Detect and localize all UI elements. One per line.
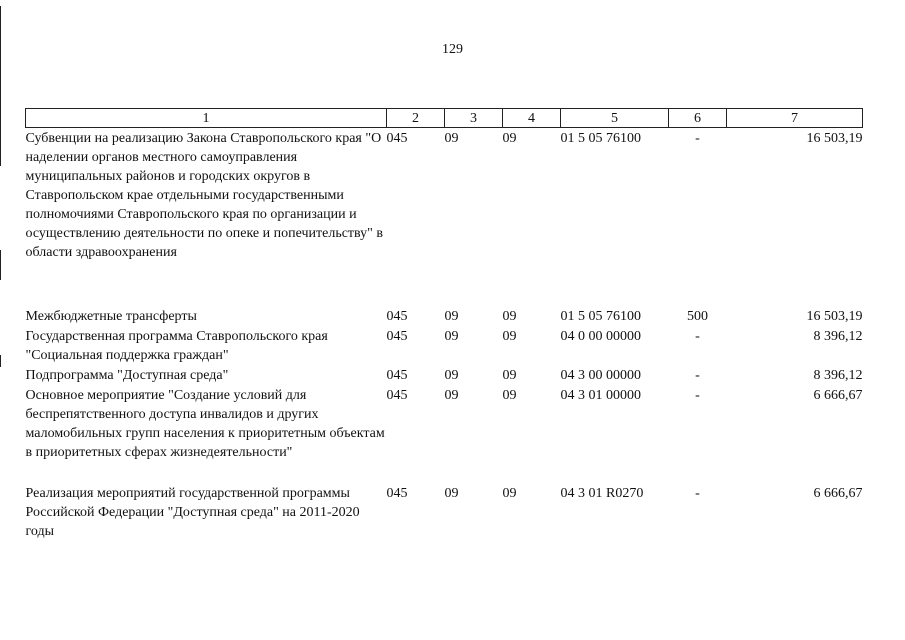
scan-edge-mark bbox=[0, 355, 1, 367]
row-expense-type: - bbox=[695, 131, 700, 146]
row-code-ministry: 045 bbox=[386, 485, 408, 501]
row-name: Основное мероприятие "Создание условий для беспрепятственного доступа инвалидов и других маломобильных групп населения к приоритетным объектам в приоритетных сферах жизнедеятельности" bbox=[25, 387, 385, 460]
row-name: Государственная программа Ставропольского края "Социальная поддержка граждан" bbox=[25, 328, 328, 363]
row-section: 09 bbox=[444, 308, 459, 324]
header-col-3: 3 bbox=[445, 109, 503, 128]
header-col-2: 2 bbox=[387, 109, 445, 128]
row-subsection: 09 bbox=[502, 131, 517, 146]
header-col-1: 1 bbox=[26, 109, 387, 128]
row-name: Подпрограмма "Доступная среда" bbox=[25, 367, 229, 383]
row-amount: 6 666,67 bbox=[813, 485, 863, 501]
row-amount: 16 503,19 bbox=[806, 308, 863, 324]
row-expense-type: - bbox=[695, 328, 700, 344]
row-subsection: 09 bbox=[502, 367, 517, 383]
row-target-article: 01 5 05 76100 bbox=[560, 131, 641, 146]
row-code-ministry: 045 bbox=[386, 131, 408, 146]
budget-table bbox=[25, 108, 863, 541]
row-code-ministry: 045 bbox=[386, 328, 408, 344]
row-section: 09 bbox=[444, 485, 459, 501]
row-section: 09 bbox=[444, 328, 459, 344]
row-name: Субвенции на реализацию Закона Ставропольского края "О наделении органов местного самоуправления муниципальных районов и городских округов в Ставропольском крае отдельными государственными полномочиями Ставропольского края по организации и осуществлению деятельности по опеке и попечительству" в области здравоохранения bbox=[25, 131, 383, 260]
row-amount: 8 396,12 bbox=[813, 367, 863, 383]
row-subsection: 09 bbox=[502, 387, 517, 403]
row-amount: 8 396,12 bbox=[813, 328, 863, 344]
row-expense-type: - bbox=[695, 387, 700, 403]
table-row bbox=[26, 385, 863, 483]
row-target-article: 04 3 01 00000 bbox=[560, 387, 641, 403]
row-code-ministry: 045 bbox=[386, 308, 408, 324]
row-subsection: 09 bbox=[502, 485, 517, 501]
header-col-7: 7 bbox=[727, 109, 863, 128]
row-name: Межбюджетные трансферты bbox=[25, 308, 197, 324]
row-expense-type: 500 bbox=[687, 308, 708, 324]
row-subsection: 09 bbox=[502, 328, 517, 344]
row-section: 09 bbox=[444, 131, 459, 146]
page-number: 129 bbox=[442, 42, 463, 57]
row-amount: 6 666,67 bbox=[813, 387, 863, 403]
scan-edge-mark bbox=[0, 250, 1, 280]
header-col-5: 5 bbox=[561, 109, 669, 128]
row-subsection: 09 bbox=[502, 308, 517, 324]
row-amount: 16 503,19 bbox=[806, 131, 863, 146]
table-row bbox=[26, 326, 863, 365]
header-row bbox=[26, 109, 863, 128]
row-target-article: 04 3 00 00000 bbox=[560, 367, 641, 383]
row-code-ministry: 045 bbox=[386, 367, 408, 383]
scan-edge-mark bbox=[0, 6, 1, 166]
table-row bbox=[26, 306, 863, 326]
table-row bbox=[26, 128, 863, 306]
row-target-article: 01 5 05 76100 bbox=[560, 308, 641, 324]
table-row bbox=[26, 483, 863, 541]
row-section: 09 bbox=[444, 387, 459, 403]
row-section: 09 bbox=[444, 367, 459, 383]
header-col-6: 6 bbox=[669, 109, 727, 128]
row-expense-type: - bbox=[695, 367, 700, 383]
row-target-article: 04 3 01 R0270 bbox=[560, 485, 644, 501]
table-row bbox=[26, 365, 863, 385]
row-expense-type: - bbox=[695, 485, 700, 501]
row-name: Реализация мероприятий государственной программы Российской Федерации "Доступная среда" на 2011-2020 годы bbox=[25, 485, 360, 539]
row-code-ministry: 045 bbox=[386, 387, 408, 403]
row-target-article: 04 0 00 00000 bbox=[560, 328, 641, 344]
header-col-4: 4 bbox=[503, 109, 561, 128]
